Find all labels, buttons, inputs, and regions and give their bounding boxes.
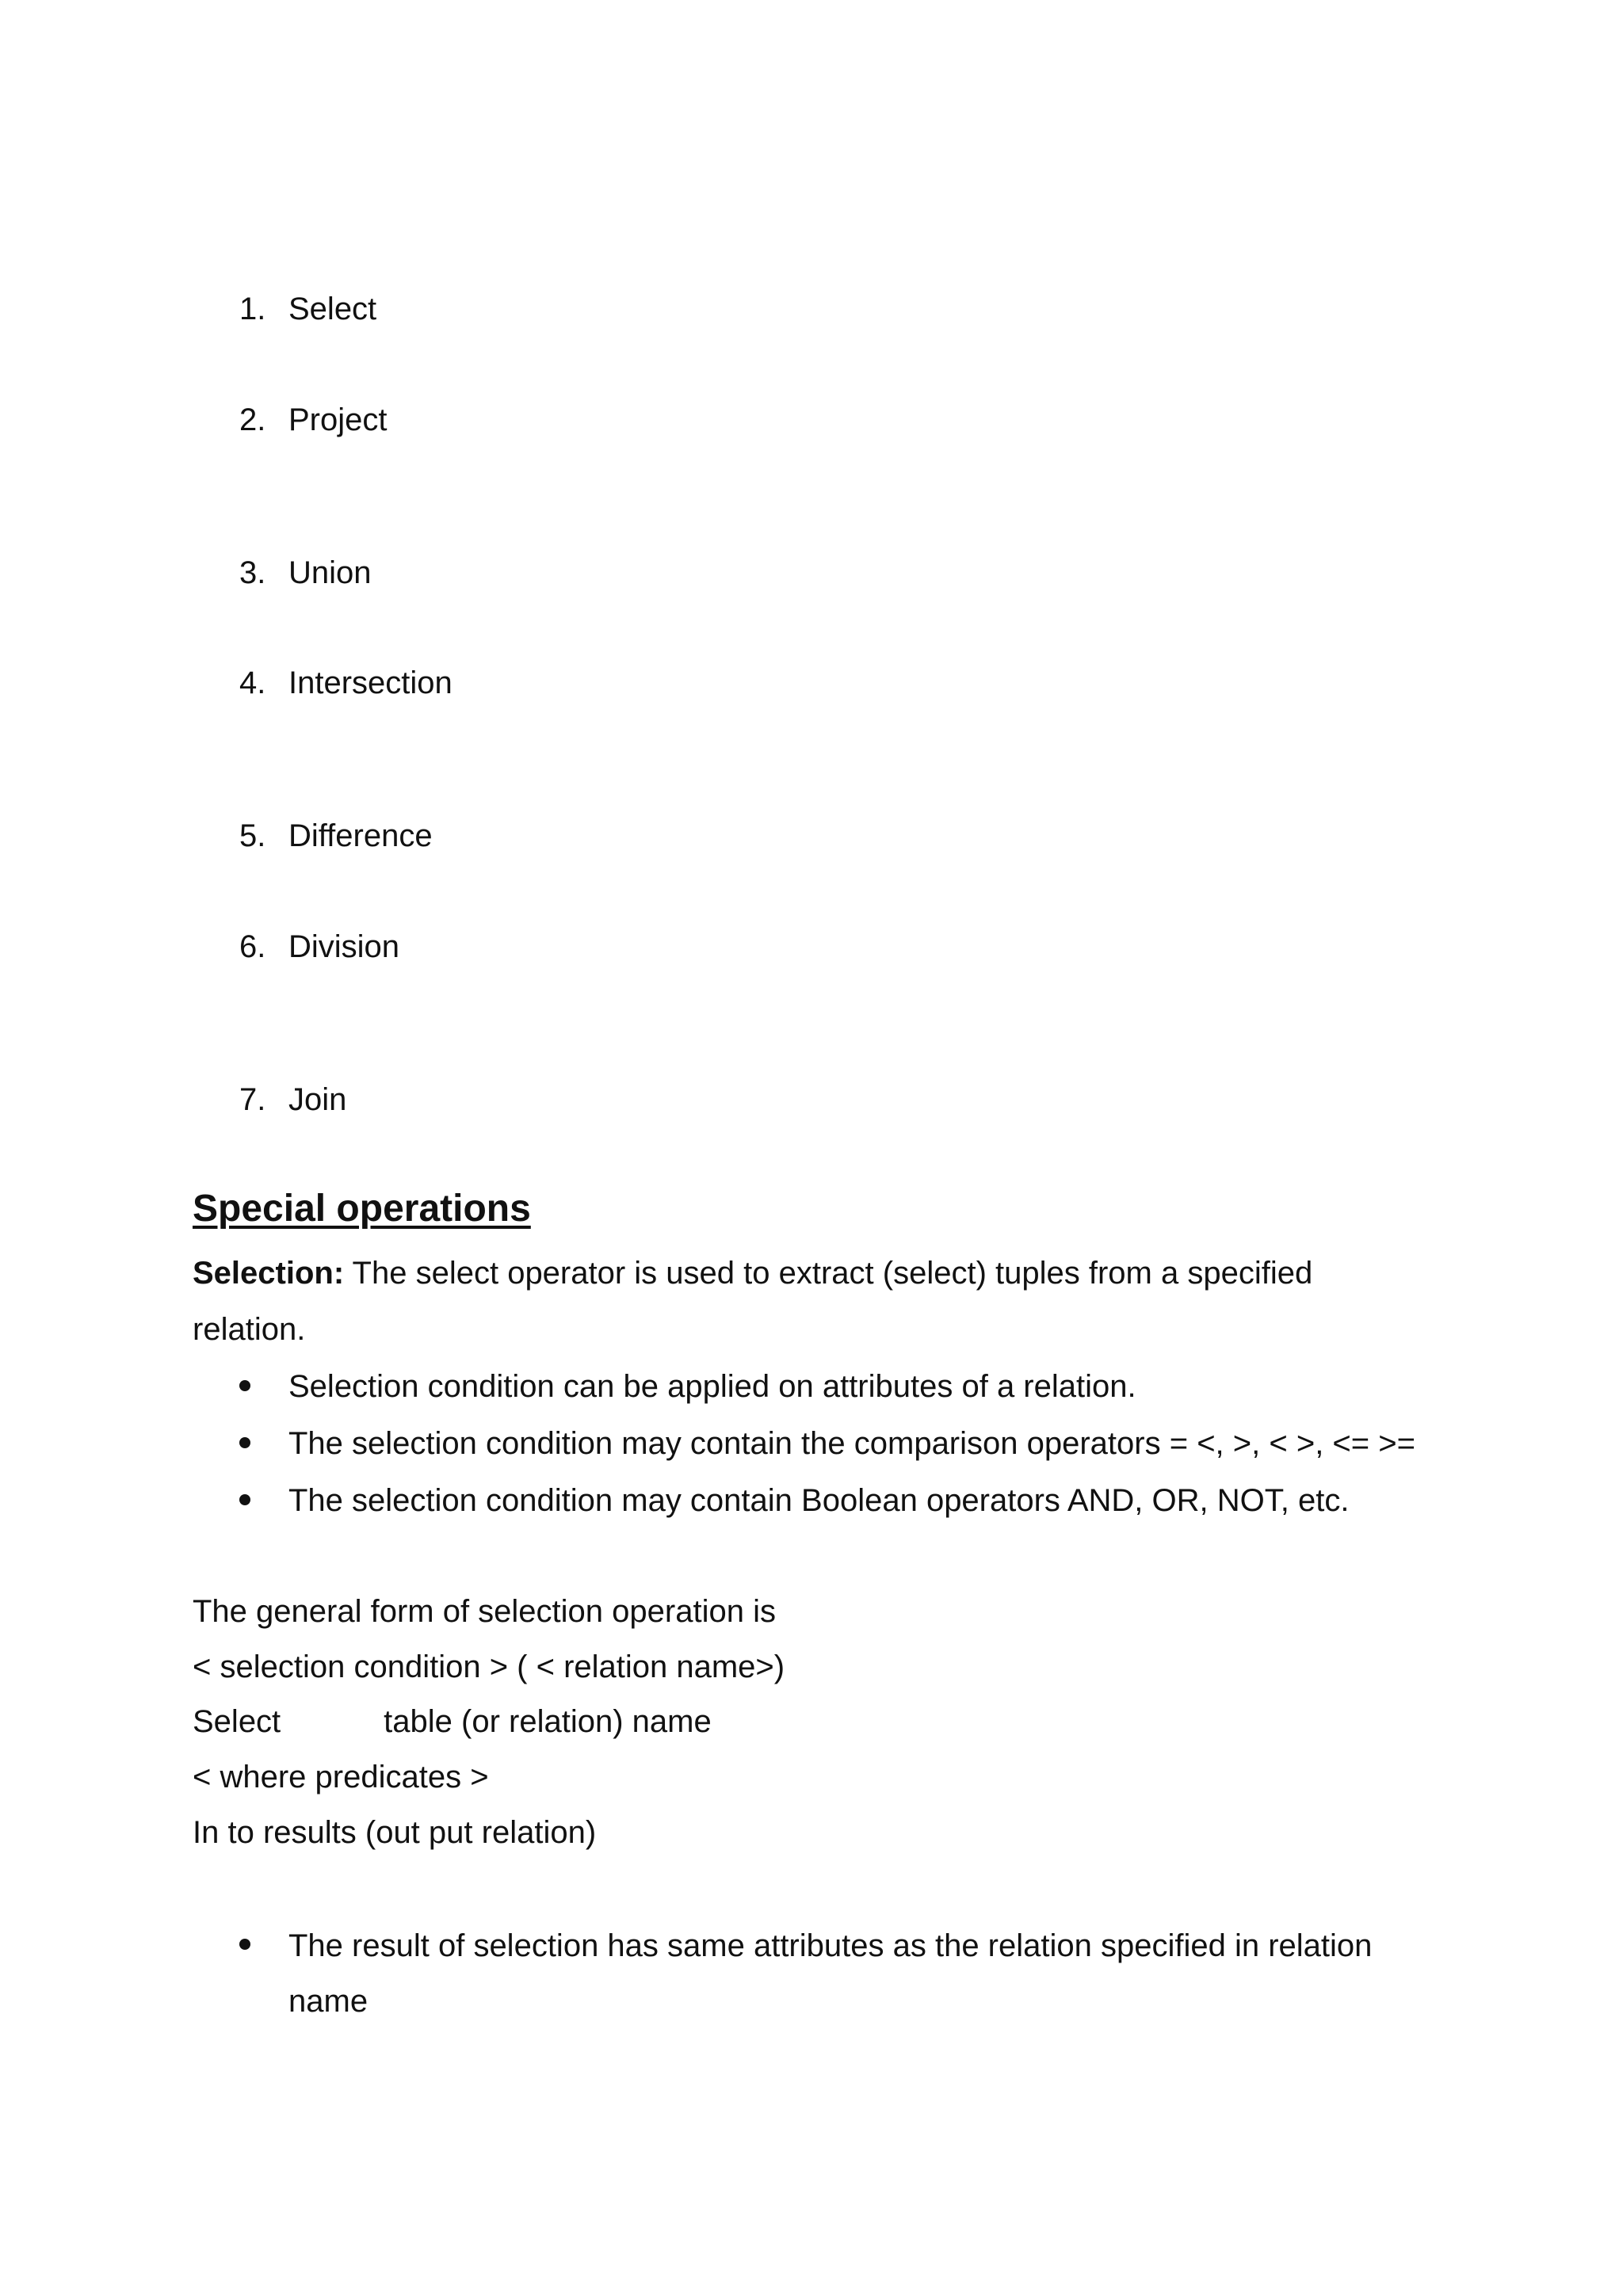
bullet-text: The selection condition may contain Boolean operators AND, OR, NOT, etc.	[288, 1483, 1350, 1518]
list-number: 1.	[239, 292, 266, 326]
selection-definition-text: The select operator is used to extract (select) tuples from a specified	[344, 1256, 1313, 1291]
form-table-name: table (or relation) name	[384, 1704, 712, 1739]
form-where-line: < where predicates >	[193, 1760, 489, 1794]
bullet-icon	[239, 1494, 250, 1505]
bullet-icon	[239, 1380, 250, 1391]
list-number: 6.	[239, 929, 266, 964]
list-label: Division	[288, 929, 400, 964]
list-label: Join	[288, 1082, 347, 1117]
list-label: Select	[288, 292, 377, 326]
selection-term: Selection:	[193, 1256, 345, 1291]
list-label: Intersection	[288, 666, 453, 700]
list-number: 2.	[239, 402, 266, 437]
section-heading: Special operations	[193, 1188, 531, 1230]
list-label: Difference	[288, 818, 433, 853]
general-form-intro: The general form of selection operation is	[193, 1594, 776, 1629]
selection-definition-cont: relation.	[193, 1312, 306, 1347]
list-label: Project	[288, 402, 388, 437]
selection-definition	[193, 1249, 1312, 1297]
list-number: 5.	[239, 818, 266, 853]
bullet-text: The selection condition may contain the comparison operators = <, >, < >, <= >=	[288, 1426, 1415, 1461]
list-number: 3.	[239, 555, 266, 590]
bullet-icon	[239, 1939, 250, 1950]
form-syntax-line: < selection condition > ( < relation name>)	[193, 1650, 785, 1684]
list-number: 4.	[239, 666, 266, 700]
result-bullet-text: The result of selection has same attributes as the relation specified in relation name	[288, 1928, 1373, 2019]
list-label: Union	[288, 555, 372, 590]
form-select-keyword: Select	[193, 1704, 281, 1739]
bullet-icon	[239, 1437, 250, 1448]
bullet-text: Selection condition can be applied on attributes of a relation.	[288, 1369, 1136, 1404]
form-into-line: In to results (out put relation)	[193, 1815, 597, 1850]
form-select-line	[193, 1698, 712, 1745]
list-number: 7.	[239, 1082, 266, 1117]
